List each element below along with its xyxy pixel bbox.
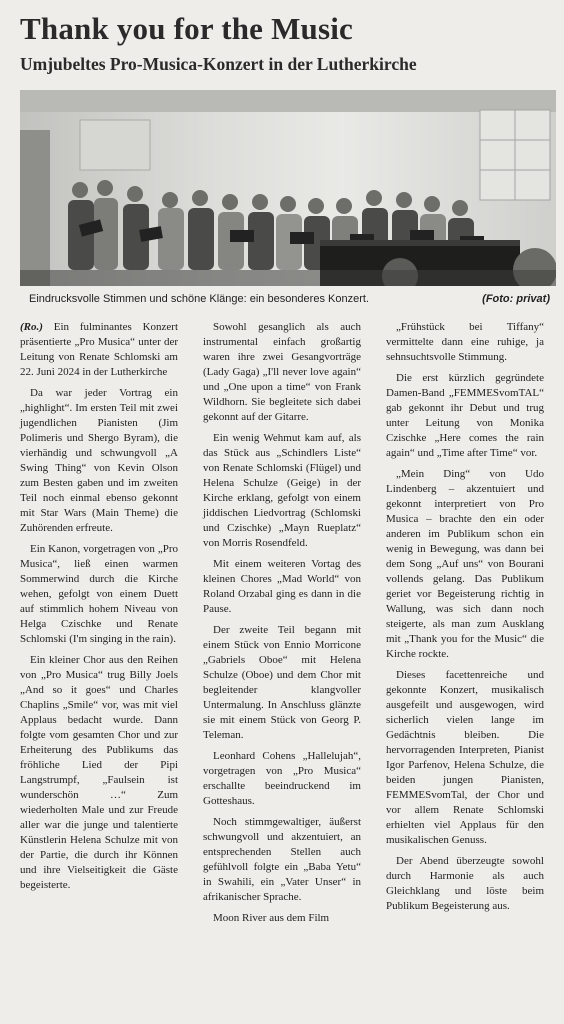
text-column-2	[203, 320, 361, 932]
paragraph: Der Abend überzeugte sowohl durch Harmonie als auch Gleichklang und löste beim Publikum Begeisterung aus.	[386, 855, 544, 912]
paragraph: Noch stimmgewaltiger, äußerst schwungvoll und akzentuiert, an entsprechenden Stellen auch gefühlvoll folgte ein „Baba Yetu“ in Swahili, ein „Vater Unser“ in afrikanischer Sprache.	[203, 816, 361, 903]
choir-photo	[20, 90, 556, 286]
paragraph: „Mein Ding“ von Udo Lindenberg – akzentuiert und gekonnt interpretiert von Pro Musica – brachte den ein oder anderen im Publikum schon ein wenig in Bewegung, was dann bei dem Song „Auf uns“ von Bourani vollends gelang. Das Publikum geriet vor Begeisterung richtig in Wallung, was sich dann noch steigerte, als man zum Ausklang mit „Thank you for the Music“ die Kirche rockte.	[386, 468, 544, 660]
paragraph: Die erst kürzlich gegründete Damen-Band „FEMMESvomTAL“ gab gekonnt ihr Debut und trug unter Leitung von Monika Czischke „Here comes the rain again“ und „Time after Time“ vor.	[386, 372, 544, 459]
paragraph: Ein wenig Wehmut kam auf, als das Stück aus „Schindlers Liste“ von Renate Schlomski (Flügel) und Helena Schulze (Geige) in der Kirche erklang, gefolgt von einem jiddischen Liedvortrag (Schlomski und Czischke) „Mayn Rueplatz“ von Morris Rosendfeld.	[203, 432, 361, 549]
paragraph: Sowohl gesanglich als auch instrumental einfach großartig waren ihre zwei Gesangvorträge (Lady Gaga) „I'll never love again“ und „One upon a time“ von Frank Wildhorn. Sie begleitete sich dabei gekonnt auf der Gitarre.	[203, 321, 361, 423]
paragraph: Dieses facettenreiche und gekonnte Konzert, musikalisch ausgefeilt und ausgewogen, wird sicherlich vielen lange im Gedächtnis bleiben. Die hervorragenden Interpreten, Pianist Igor Parfenov, Helena Schulze, die beiden jungen Pianisten, FEMMESvomTal, der Chor und vor allem Renate Schlomski erhielten viel Applaus für den musikalischen Genuss.	[386, 669, 544, 846]
text-column-3	[386, 320, 544, 920]
paragraph: Ein kleiner Chor aus den Reihen von „Pro Musica“ trug Billy Joels „And so it goes“ und Charles Chaplins „Smile“ vor, was mit viel Applaus bedacht wurde. Dann folgte vom gesamten Chor und zur Erheiterung des Publikums das fröhliche Lied der Pipi Langstrumpf, „Faulsein ist wunderschön …“ Zum wiederholten Male und zur Freude aller war die junge und talentierte Künstlerin Helena Schulze mit von der Partie, die durch ihr Können und ihre Vielseitigkeit die Gäste begeisterte.	[20, 654, 178, 891]
paragraph: Ein Kanon, vorgetragen von „Pro Musica“, ließ einen warmen Sommerwind durch die Kirche wehen, gefolgt von einem Duett auf stimmlich hohem Niveau von Helga Czischke und Renate Schlomski (I'm singing in the rain).	[20, 543, 178, 645]
paragraph: (Ro.) Ein fulminantes Konzert präsentierte „Pro Musica“ unter der Leitung von Renate Schlomski am 22. Juni 2024 in der Lutherkirche	[20, 321, 178, 378]
paragraph: Leonhard Cohens „Hallelujah“, vorgetragen von „Pro Musica“ erschallte beeindruckend im Gotteshaus.	[203, 750, 361, 807]
subheadline: Umjubeltes Pro-Musica-Konzert in der Lutherkirche	[20, 54, 417, 74]
headline: Thank you for the Music	[20, 11, 354, 46]
paragraph-continuation: „Frühstück bei Tiffany“ vermittelte dann eine ruhige, ja sehnsuchtsvolle Stimmung.	[386, 321, 544, 363]
photo-credit: (Foto: privat)	[482, 293, 550, 305]
paragraph: Moon River aus dem Film	[213, 912, 330, 924]
paragraph: Der zweite Teil begann mit einem Stück von Ennio Morricone „Gabriels Oboe“ mit Helena Schulze (Oboe) und dem Chor mit begleitender klangvoller Untermalung. In Anschluss glänzte sie mit einem Stück von Georg P. Teleman.	[203, 624, 361, 741]
paragraph: Mit einem weiteren Vortag des kleinen Chores „Mad World“ von Roland Orzabal ging es dann in die Pause.	[203, 558, 361, 615]
choir-photo-icon	[20, 90, 556, 286]
photo-caption	[29, 291, 556, 307]
text-column-1	[20, 320, 178, 899]
caption-text: Eindrucksvolle Stimmen und schöne Klänge: ein besonderes Konzert.	[29, 293, 369, 305]
paragraph: Da war jeder Vortrag ein „highlight“. Im ersten Teil mit zwei jugendlichen Pianisten (Jim Polimeris und Shergo Byram), die vierhändig und schwungvoll „A Swing Thing“ von Kevin Olson zum Besten gaben und im zweiten Teil noch einmal ebenso gekonnt mit Star Wars (Main Theme) die Zuhörenden erfreute.	[20, 387, 178, 534]
